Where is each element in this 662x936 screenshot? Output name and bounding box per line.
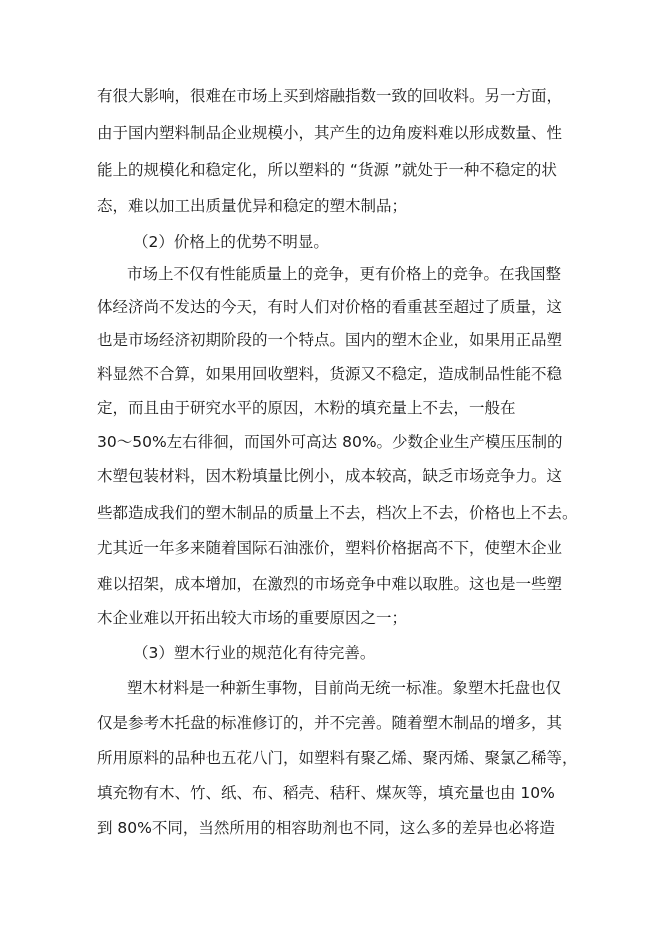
paragraph-line: 些都造成我们的塑木制品的质量上不去，档次上不去，价格也上不去。	[97, 504, 578, 522]
paragraph-line: 体经济尚不发达的今天，有时人们对价格的看重甚至超过了质量，这	[97, 298, 563, 316]
section-heading: （2）价格上的优势不明显。	[133, 233, 329, 251]
paragraph-line: 所用原料的品种也五花八门，如塑料有聚乙烯、聚丙烯、聚氯乙稀等，	[97, 749, 578, 767]
paragraph-line: 到 80%不同，当然所用的相容助剂也不同，这么多的差异也必将造	[97, 819, 555, 837]
paragraph-line: 木塑包装材料，因木粉填量比例小，成本较高，缺乏市场竞争力。这	[97, 467, 563, 485]
paragraph-line: 30～50%左右徘徊，而国外可高达 80%。少数企业生产模压压制的	[97, 433, 563, 451]
paragraph-line: 难以招架，成本增加，在激烈的市场竞争中难以取胜。这也是一些塑	[97, 575, 563, 593]
paragraph-line: 定，而且由于研究水平的原因，木粉的填充量上不去，一般在	[97, 399, 516, 417]
paragraph-line: 态，难以加工出质量优异和稳定的塑木制品；	[97, 197, 408, 215]
paragraph-line: 也是市场经济初期阶段的一个特点。国内的塑木企业，如果用正品塑	[97, 331, 563, 349]
paragraph-line: 尤其近一年多来随着国际石油涨价，塑料价格据高不下，使塑木企业	[97, 539, 563, 557]
paragraph-line: 仅是参考木托盘的标准修订的，并不完善。随着塑木制品的增多，其	[97, 714, 563, 732]
paragraph-line: 料显然不合算，如果用回收塑料，货源又不稳定，造成制品性能不稳	[97, 365, 563, 383]
paragraph-line: 有很大影响，很难在市场上买到熔融指数一致的回收料。另一方面，	[97, 87, 563, 105]
paragraph-line: 木企业难以开拓出较大市场的重要原因之一；	[97, 609, 408, 627]
paragraph-line: 市场上不仅有性能质量上的竞争，更有价格上的竞争。在我国整	[127, 265, 562, 283]
paragraph-line: 由于国内塑料制品企业规模小，其产生的边角废料难以形成数量、性	[97, 124, 563, 142]
paragraph-line: 能上的规模化和稳定化，所以塑料的 “货源 ”就处于一种不稳定的状	[97, 161, 557, 179]
paragraph-line: 塑木材料是一种新生事物，目前尚无统一标准。象塑木托盘也仅	[127, 679, 562, 697]
section-heading: （3）塑木行业的规范化有待完善。	[133, 644, 376, 662]
paragraph-line: 填充物有木、竹、纸、布、稻壳、秸秆、煤灰等，填充量也由 10%	[97, 784, 555, 802]
